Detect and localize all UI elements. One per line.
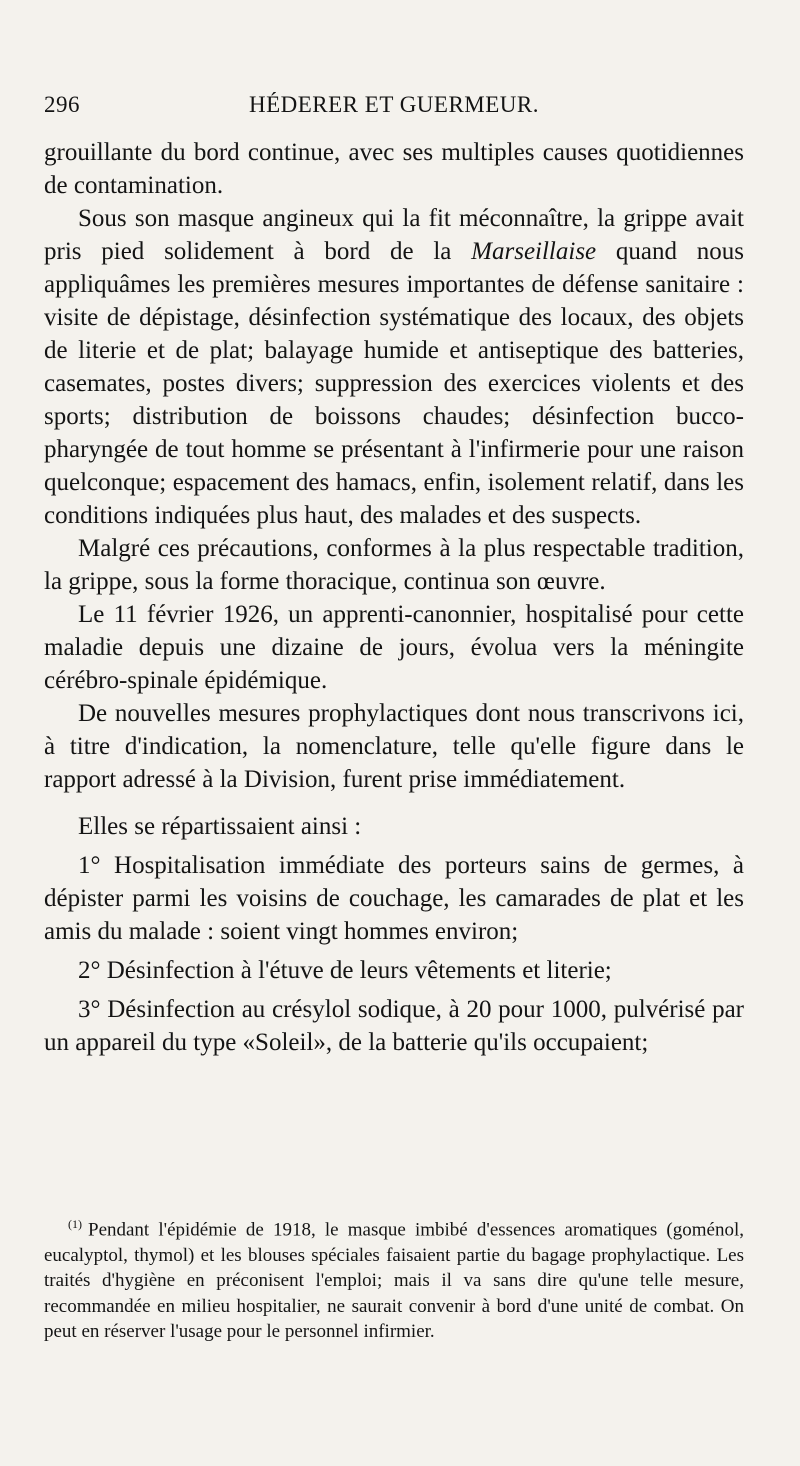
paragraph: Le 11 février 1926, un apprenti-canonnier, hospitalisé pour cette maladie depuis une dizaine de jours, évolua vers la méningite cérébro-spinale épidémique. <box>44 601 744 694</box>
footnote-text: Pendant l'épidémie de 1918, le masque imbibé d'essences aromatiques (goménol, eucalyptol, thymol) et les blouses spéciales faisaient partie du bagage prophylactique. Les traités d'hygiène en préconisent l'emploi; mais il va sans dire qu'une telle mesure, recommandée en milieu hospitalier, ne saurait convenir à bord d'une unité de combat. On peut en réserver l'usage pour le personnel infirmier. <box>44 1219 744 1343</box>
page-header <box>44 92 744 132</box>
footnote-marker: (1) <box>68 1217 82 1231</box>
page-number: 296 <box>44 92 80 117</box>
paragraph: De nouvelles mesures prophylactiques dont nous transcrivons ici, à titre d'indication, la nomenclature, telle qu'elle figure dans le rapport adressé à la Division, furent prise immédiatement. <box>44 700 744 793</box>
running-title: HÉDERER ET GUERMEUR. <box>248 92 540 117</box>
paragraph-text: quand nous appliquâmes les premières mesures importantes de défense sanitaire : visite de dépistage, désinfection systématique des locaux, des objets de literie et de plat; balayage humide et antiseptique des batteries, casemates, postes divers; suppression des exercices violents et des sports; distribution de boissons chaudes; désinfection bucco-pharyngée de tout homme se présentant à l'infirmerie pour une raison quelconque; espacement des hamacs, enfin, isolement relatif, dans les conditions indiquées plus haut, des malades et des suspects. <box>44 238 745 529</box>
list-item: 1° Hospitalisation immédiate des porteurs sains de germes, à dépister parmi les voisins de couchage, les camarades de plat et les amis du malade : soient vingt hommes environ; <box>44 852 744 945</box>
paragraph <box>44 202 744 532</box>
body-text <box>44 136 744 1059</box>
list-item: 2° Désinfection à l'étuve de leurs vêtements et literie; <box>78 957 612 984</box>
paragraph: Malgré ces précautions, conformes à la plus respectable tradition, la grippe, sous la forme thoracique, continua son œuvre. <box>44 535 744 595</box>
paragraph-text: Sous son masque angineux qui la fit méconnaître, la grippe avait pris pied solidement à bord de la <box>44 205 744 265</box>
paragraph: grouillante du bord continue, avec ses multiples causes quotidiennes de contamination. <box>44 139 744 199</box>
footnote <box>44 1212 744 1345</box>
ship-name: Marseillaise <box>471 238 597 265</box>
paragraph: Elles se répartissaient ainsi : <box>78 813 362 840</box>
footnote-paragraph <box>44 1212 744 1345</box>
list-item: 3° Désinfection au crésylol sodique, à 20 pour 1000, pulvérisé par un appareil du type «Soleil», de la batterie qu'ils occupaient; <box>44 996 744 1056</box>
